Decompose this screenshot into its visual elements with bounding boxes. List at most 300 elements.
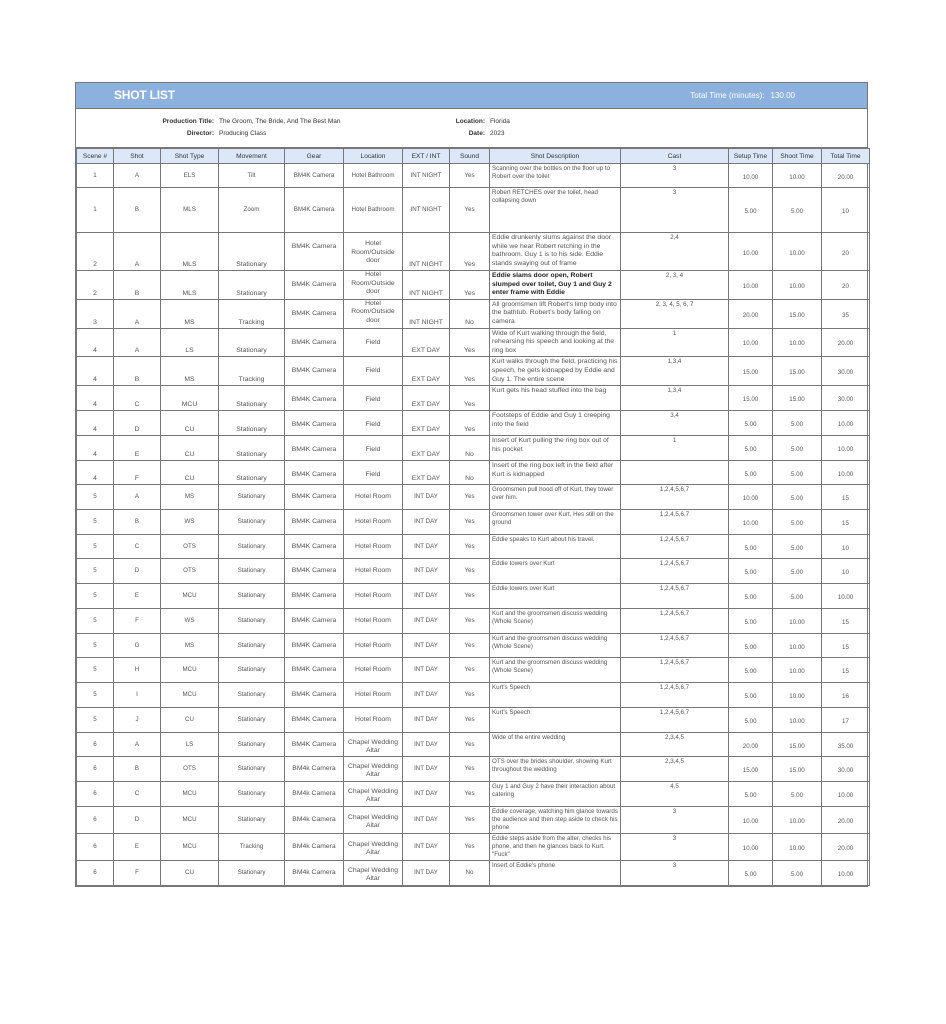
shot-type-cell[interactable]: OTS bbox=[161, 559, 219, 584]
shot-type-cell[interactable]: MCU bbox=[161, 584, 219, 609]
shot-description-cell[interactable]: Kurt's Speech bbox=[490, 707, 621, 732]
total-time-cell[interactable]: 20 bbox=[822, 233, 870, 271]
total-time-cell[interactable]: 20.00 bbox=[822, 164, 870, 188]
shot-type-cell[interactable]: LS bbox=[161, 732, 219, 757]
shot-type-cell[interactable]: MLS bbox=[161, 233, 219, 271]
col-header-ext-int[interactable]: EXT / INT bbox=[403, 149, 450, 164]
movement-cell[interactable]: Stationary bbox=[219, 782, 285, 807]
scene-cell[interactable]: 4 bbox=[77, 436, 114, 461]
ext-int-cell[interactable]: INT DAY bbox=[403, 658, 450, 683]
shot-cell[interactable]: C bbox=[114, 782, 161, 807]
total-time-cell[interactable]: 15 bbox=[822, 658, 870, 683]
total-time-cell[interactable]: 10 bbox=[822, 188, 870, 233]
shot-description-cell[interactable]: Kurt and the groomsmen discuss wedding (Whole Scene) bbox=[490, 658, 621, 683]
shot-type-cell[interactable]: MS bbox=[161, 299, 219, 328]
cast-cell[interactable]: 2, 3, 4, 5, 6, 7 bbox=[621, 299, 729, 328]
movement-cell[interactable]: Stationary bbox=[219, 732, 285, 757]
gear-cell[interactable]: BM4k Camera bbox=[285, 860, 344, 885]
scene-cell[interactable]: 5 bbox=[77, 485, 114, 510]
shot-description-cell[interactable]: Kurt's Speech bbox=[490, 683, 621, 708]
shoot-time-cell[interactable]: 10.00 bbox=[773, 233, 822, 271]
cast-cell[interactable]: 1,2,4,5,6,7 bbox=[621, 584, 729, 609]
gear-cell[interactable]: BM4K Camera bbox=[285, 386, 344, 411]
shot-type-cell[interactable]: MCU bbox=[161, 683, 219, 708]
shot-type-cell[interactable]: CU bbox=[161, 411, 219, 436]
shot-description-cell[interactable]: Groomsmen tower over Kurt, Hes still on the ground bbox=[490, 509, 621, 534]
gear-cell[interactable]: BM4k Camera bbox=[285, 782, 344, 807]
gear-cell[interactable]: BM4K Camera bbox=[285, 357, 344, 386]
shoot-time-cell[interactable]: 10.00 bbox=[773, 707, 822, 732]
total-time-cell[interactable]: 15 bbox=[822, 485, 870, 510]
table-row[interactable] bbox=[77, 299, 870, 328]
setup-time-cell[interactable]: 5.00 bbox=[729, 534, 773, 559]
gear-cell[interactable]: BM4K Camera bbox=[285, 188, 344, 233]
cast-cell[interactable]: 1,3,4 bbox=[621, 357, 729, 386]
sound-cell[interactable]: Yes bbox=[450, 233, 490, 271]
setup-time-cell[interactable]: 10.00 bbox=[729, 833, 773, 860]
total-time-cell[interactable]: 30.00 bbox=[822, 357, 870, 386]
shot-type-cell[interactable]: MS bbox=[161, 485, 219, 510]
cast-cell[interactable]: 2,3,4,5 bbox=[621, 732, 729, 757]
movement-cell[interactable]: Stationary bbox=[219, 559, 285, 584]
shoot-time-cell[interactable]: 5.00 bbox=[773, 509, 822, 534]
gear-cell[interactable]: BM4K Camera bbox=[285, 461, 344, 485]
shot-description-cell[interactable]: OTS over the brides shoulder, showing Kurt throughout the wedding bbox=[490, 757, 621, 782]
movement-cell[interactable]: Stationary bbox=[219, 485, 285, 510]
setup-time-cell[interactable]: 5.00 bbox=[729, 633, 773, 658]
scene-cell[interactable]: 3 bbox=[77, 299, 114, 328]
setup-time-cell[interactable]: 10.00 bbox=[729, 328, 773, 357]
gear-cell[interactable]: BM4K Camera bbox=[285, 509, 344, 534]
table-row[interactable] bbox=[77, 534, 870, 559]
shot-cell[interactable]: A bbox=[114, 233, 161, 271]
sound-cell[interactable]: Yes bbox=[450, 732, 490, 757]
table-row[interactable] bbox=[77, 732, 870, 757]
table-row[interactable] bbox=[77, 357, 870, 386]
total-time-cell[interactable]: 15 bbox=[822, 608, 870, 633]
shoot-time-cell[interactable]: 5.00 bbox=[773, 534, 822, 559]
shot-type-cell[interactable]: MCU bbox=[161, 386, 219, 411]
movement-cell[interactable]: Stationary bbox=[219, 386, 285, 411]
gear-cell[interactable]: BM4K Camera bbox=[285, 732, 344, 757]
setup-time-cell[interactable]: 5.00 bbox=[729, 461, 773, 485]
scene-cell[interactable]: 4 bbox=[77, 357, 114, 386]
shoot-time-cell[interactable]: 5.00 bbox=[773, 461, 822, 485]
shoot-time-cell[interactable]: 5.00 bbox=[773, 559, 822, 584]
cast-cell[interactable]: 2, 3, 4 bbox=[621, 271, 729, 300]
ext-int-cell[interactable]: EXT DAY bbox=[403, 357, 450, 386]
gear-cell[interactable]: BM4K Camera bbox=[285, 658, 344, 683]
shot-description-cell[interactable]: Guy 1 and Guy 2 have their interaction about catering bbox=[490, 782, 621, 807]
ext-int-cell[interactable]: INT DAY bbox=[403, 860, 450, 885]
movement-cell[interactable]: Stationary bbox=[219, 509, 285, 534]
ext-int-cell[interactable]: INT NIGHT bbox=[403, 233, 450, 271]
cast-cell[interactable]: 2,4 bbox=[621, 233, 729, 271]
ext-int-cell[interactable]: INT DAY bbox=[403, 584, 450, 609]
scene-cell[interactable]: 1 bbox=[77, 188, 114, 233]
shoot-time-cell[interactable]: 5.00 bbox=[773, 188, 822, 233]
gear-cell[interactable]: BM4K Camera bbox=[285, 633, 344, 658]
total-time-cell[interactable]: 20.00 bbox=[822, 833, 870, 860]
total-time-cell[interactable]: 10.00 bbox=[822, 436, 870, 461]
setup-time-cell[interactable]: 15.00 bbox=[729, 357, 773, 386]
shot-description-cell[interactable]: Groomsmen pull hood off of Kurt, they tower over him. bbox=[490, 485, 621, 510]
shot-cell[interactable]: D bbox=[114, 559, 161, 584]
cast-cell[interactable]: 1,2,4,5,6,7 bbox=[621, 509, 729, 534]
scene-cell[interactable]: 4 bbox=[77, 386, 114, 411]
cast-cell[interactable]: 1,2,4,5,6,7 bbox=[621, 559, 729, 584]
sound-cell[interactable]: Yes bbox=[450, 328, 490, 357]
scene-cell[interactable]: 5 bbox=[77, 683, 114, 708]
shot-cell[interactable]: A bbox=[114, 328, 161, 357]
shot-cell[interactable]: C bbox=[114, 534, 161, 559]
scene-cell[interactable]: 4 bbox=[77, 461, 114, 485]
total-time-cell[interactable]: 10.00 bbox=[822, 584, 870, 609]
col-header-shot-type[interactable]: Shot Type bbox=[161, 149, 219, 164]
gear-cell[interactable]: BM4K Camera bbox=[285, 608, 344, 633]
setup-time-cell[interactable]: 15.00 bbox=[729, 757, 773, 782]
total-time-cell[interactable]: 10 bbox=[822, 559, 870, 584]
shoot-time-cell[interactable]: 10.00 bbox=[773, 328, 822, 357]
location-cell[interactable]: Hotel Room/Outside door bbox=[344, 271, 403, 300]
table-row[interactable] bbox=[77, 860, 870, 885]
scene-cell[interactable]: 5 bbox=[77, 608, 114, 633]
table-row[interactable] bbox=[77, 485, 870, 510]
cast-cell[interactable]: 3,4 bbox=[621, 411, 729, 436]
cast-cell[interactable]: 3 bbox=[621, 833, 729, 860]
setup-time-cell[interactable]: 5.00 bbox=[729, 860, 773, 885]
shoot-time-cell[interactable]: 10.00 bbox=[773, 833, 822, 860]
scene-cell[interactable]: 1 bbox=[77, 164, 114, 188]
ext-int-cell[interactable]: INT NIGHT bbox=[403, 164, 450, 188]
sound-cell[interactable]: Yes bbox=[450, 757, 490, 782]
cast-cell[interactable]: 1,2,4,5,6,7 bbox=[621, 658, 729, 683]
shoot-time-cell[interactable]: 5.00 bbox=[773, 436, 822, 461]
shot-description-cell[interactable]: Insert of Kurt pulling the ring box out of his pocket bbox=[490, 436, 621, 461]
location-cell[interactable]: Chapel Wedding Altar bbox=[344, 757, 403, 782]
gear-cell[interactable]: BM4K Camera bbox=[285, 584, 344, 609]
cast-cell[interactable]: 1 bbox=[621, 436, 729, 461]
scene-cell[interactable]: 2 bbox=[77, 233, 114, 271]
table-row[interactable] bbox=[77, 386, 870, 411]
movement-cell[interactable]: Tracking bbox=[219, 299, 285, 328]
shoot-time-cell[interactable]: 15.00 bbox=[773, 757, 822, 782]
setup-time-cell[interactable]: 5.00 bbox=[729, 658, 773, 683]
movement-cell[interactable]: Stationary bbox=[219, 683, 285, 708]
shot-type-cell[interactable]: MS bbox=[161, 357, 219, 386]
shot-type-cell[interactable]: MLS bbox=[161, 271, 219, 300]
shot-description-cell[interactable]: Insert of Eddie's phone bbox=[490, 860, 621, 885]
total-time-cell[interactable]: 20.00 bbox=[822, 328, 870, 357]
movement-cell[interactable]: Stationary bbox=[219, 658, 285, 683]
gear-cell[interactable]: BM4K Camera bbox=[285, 164, 344, 188]
shoot-time-cell[interactable]: 15.00 bbox=[773, 386, 822, 411]
cast-cell[interactable]: 1,2,4,5,6,7 bbox=[621, 683, 729, 708]
total-time-cell[interactable]: 15 bbox=[822, 509, 870, 534]
col-header-sound[interactable]: Sound bbox=[450, 149, 490, 164]
sound-cell[interactable]: No bbox=[450, 461, 490, 485]
setup-time-cell[interactable]: 5.00 bbox=[729, 782, 773, 807]
gear-cell[interactable]: BM4K Camera bbox=[285, 436, 344, 461]
cast-cell[interactable]: 1,2,4,5,6,7 bbox=[621, 707, 729, 732]
cast-cell[interactable]: 3 bbox=[621, 164, 729, 188]
table-row[interactable] bbox=[77, 188, 870, 233]
location-cell[interactable]: Chapel Wedding Altar bbox=[344, 833, 403, 860]
sound-cell[interactable]: No bbox=[450, 436, 490, 461]
setup-time-cell[interactable]: 5.00 bbox=[729, 683, 773, 708]
cast-cell[interactable]: 1,2,4,5,6,7 bbox=[621, 485, 729, 510]
shoot-time-cell[interactable]: 10.00 bbox=[773, 164, 822, 188]
shot-description-cell[interactable]: All groomsmen lift Robert's limp body into the bathtub. Robert's body falling on camera bbox=[490, 299, 621, 328]
gear-cell[interactable]: BM4K Camera bbox=[285, 683, 344, 708]
sound-cell[interactable]: Yes bbox=[450, 658, 490, 683]
location-cell[interactable]: Hotel Room bbox=[344, 608, 403, 633]
ext-int-cell[interactable]: EXT DAY bbox=[403, 328, 450, 357]
total-time-cell[interactable]: 30.00 bbox=[822, 757, 870, 782]
shoot-time-cell[interactable]: 15.00 bbox=[773, 299, 822, 328]
scene-cell[interactable]: 5 bbox=[77, 534, 114, 559]
ext-int-cell[interactable]: EXT DAY bbox=[403, 461, 450, 485]
scene-cell[interactable]: 2 bbox=[77, 271, 114, 300]
shot-type-cell[interactable]: WS bbox=[161, 509, 219, 534]
sound-cell[interactable]: Yes bbox=[450, 386, 490, 411]
col-header-setup-time[interactable]: Setup Time bbox=[729, 149, 773, 164]
col-header-movement[interactable]: Movement bbox=[219, 149, 285, 164]
sound-cell[interactable]: Yes bbox=[450, 633, 490, 658]
shot-description-cell[interactable]: Eddie steps aside from the alter, checks his phone, and then he glances back to Kurt. "Fuck" bbox=[490, 833, 621, 860]
ext-int-cell[interactable]: INT DAY bbox=[403, 534, 450, 559]
setup-time-cell[interactable]: 5.00 bbox=[729, 584, 773, 609]
total-time-cell[interactable]: 10.00 bbox=[822, 782, 870, 807]
shot-description-cell[interactable]: Eddie towers over Kurt bbox=[490, 584, 621, 609]
shot-type-cell[interactable]: CU bbox=[161, 707, 219, 732]
total-time-cell[interactable]: 20.00 bbox=[822, 806, 870, 833]
movement-cell[interactable]: Stationary bbox=[219, 806, 285, 833]
shot-cell[interactable]: E bbox=[114, 584, 161, 609]
setup-time-cell[interactable]: 10.00 bbox=[729, 806, 773, 833]
cast-cell[interactable]: 1,3,4 bbox=[621, 386, 729, 411]
shot-cell[interactable]: A bbox=[114, 485, 161, 510]
movement-cell[interactable]: Stationary bbox=[219, 707, 285, 732]
table-row[interactable] bbox=[77, 782, 870, 807]
location-cell[interactable]: Chapel Wedding Altar bbox=[344, 806, 403, 833]
ext-int-cell[interactable]: INT DAY bbox=[403, 782, 450, 807]
setup-time-cell[interactable]: 10.00 bbox=[729, 271, 773, 300]
shot-cell[interactable]: A bbox=[114, 299, 161, 328]
movement-cell[interactable]: Stationary bbox=[219, 633, 285, 658]
scene-cell[interactable]: 6 bbox=[77, 806, 114, 833]
shoot-time-cell[interactable]: 15.00 bbox=[773, 357, 822, 386]
shot-type-cell[interactable]: OTS bbox=[161, 534, 219, 559]
sound-cell[interactable]: Yes bbox=[450, 485, 490, 510]
shot-type-cell[interactable]: MS bbox=[161, 633, 219, 658]
shot-type-cell[interactable]: WS bbox=[161, 608, 219, 633]
gear-cell[interactable]: BM4K Camera bbox=[285, 411, 344, 436]
location-cell[interactable]: Chapel Wedding Altar bbox=[344, 860, 403, 885]
total-time-cell[interactable]: 35 bbox=[822, 299, 870, 328]
shoot-time-cell[interactable]: 15.00 bbox=[773, 732, 822, 757]
movement-cell[interactable]: Stationary bbox=[219, 757, 285, 782]
shot-cell[interactable]: J bbox=[114, 707, 161, 732]
location-cell[interactable]: Hotel Room/Outside door bbox=[344, 233, 403, 271]
scene-cell[interactable]: 5 bbox=[77, 584, 114, 609]
setup-time-cell[interactable]: 20.00 bbox=[729, 299, 773, 328]
location-cell[interactable]: Hotel Room bbox=[344, 559, 403, 584]
ext-int-cell[interactable]: INT DAY bbox=[403, 559, 450, 584]
col-header-total-time[interactable]: Total Time bbox=[822, 149, 870, 164]
table-row[interactable] bbox=[77, 509, 870, 534]
table-row[interactable] bbox=[77, 757, 870, 782]
movement-cell[interactable]: Stationary bbox=[219, 860, 285, 885]
gear-cell[interactable]: BM4K Camera bbox=[285, 707, 344, 732]
total-time-cell[interactable]: 10 bbox=[822, 534, 870, 559]
sound-cell[interactable]: Yes bbox=[450, 559, 490, 584]
shot-description-cell[interactable]: Eddie speaks to Kurt about his travel. bbox=[490, 534, 621, 559]
table-row[interactable] bbox=[77, 271, 870, 300]
scene-cell[interactable]: 5 bbox=[77, 633, 114, 658]
location-cell[interactable]: Hotel Room bbox=[344, 683, 403, 708]
setup-time-cell[interactable]: 10.00 bbox=[729, 164, 773, 188]
shot-description-cell[interactable]: Robert RETCHES over the toilet, head collapsing down bbox=[490, 188, 621, 233]
sound-cell[interactable]: Yes bbox=[450, 833, 490, 860]
table-row[interactable] bbox=[77, 683, 870, 708]
shot-type-cell[interactable]: MCU bbox=[161, 658, 219, 683]
gear-cell[interactable]: BM4K Camera bbox=[285, 534, 344, 559]
shot-description-cell[interactable]: Wide of the entire wedding bbox=[490, 732, 621, 757]
sound-cell[interactable]: Yes bbox=[450, 707, 490, 732]
cast-cell[interactable] bbox=[621, 461, 729, 485]
movement-cell[interactable]: Stationary bbox=[219, 411, 285, 436]
movement-cell[interactable]: Tilt bbox=[219, 164, 285, 188]
sound-cell[interactable]: Yes bbox=[450, 782, 490, 807]
ext-int-cell[interactable]: INT DAY bbox=[403, 757, 450, 782]
sound-cell[interactable]: Yes bbox=[450, 683, 490, 708]
gear-cell[interactable]: BM4k Camera bbox=[285, 806, 344, 833]
gear-cell[interactable]: BM4k Camera bbox=[285, 833, 344, 860]
location-cell[interactable]: Field bbox=[344, 411, 403, 436]
ext-int-cell[interactable]: INT NIGHT bbox=[403, 271, 450, 300]
shot-description-cell[interactable]: Kurt gets his head stuffed into the bag bbox=[490, 386, 621, 411]
setup-time-cell[interactable]: 5.00 bbox=[729, 411, 773, 436]
gear-cell[interactable]: BM4K Camera bbox=[285, 328, 344, 357]
sound-cell[interactable]: Yes bbox=[450, 584, 490, 609]
setup-time-cell[interactable]: 5.00 bbox=[729, 559, 773, 584]
shot-cell[interactable]: E bbox=[114, 436, 161, 461]
total-time-cell[interactable]: 35.00 bbox=[822, 732, 870, 757]
table-row[interactable] bbox=[77, 707, 870, 732]
shot-cell[interactable]: F bbox=[114, 608, 161, 633]
shoot-time-cell[interactable]: 5.00 bbox=[773, 860, 822, 885]
sound-cell[interactable]: No bbox=[450, 299, 490, 328]
shot-cell[interactable]: I bbox=[114, 683, 161, 708]
table-row[interactable] bbox=[77, 584, 870, 609]
location-cell[interactable]: Hotel Bathroom bbox=[344, 188, 403, 233]
gear-cell[interactable]: BM4K Camera bbox=[285, 559, 344, 584]
shot-description-cell[interactable]: Insert of the ring box left in the field after Kurt is kidnapped bbox=[490, 461, 621, 485]
setup-time-cell[interactable]: 15.00 bbox=[729, 386, 773, 411]
sound-cell[interactable]: Yes bbox=[450, 357, 490, 386]
shot-cell[interactable]: B bbox=[114, 271, 161, 300]
cast-cell[interactable]: 1,2,4,5,6,7 bbox=[621, 534, 729, 559]
setup-time-cell[interactable]: 20.00 bbox=[729, 732, 773, 757]
shot-type-cell[interactable]: ELS bbox=[161, 164, 219, 188]
shot-cell[interactable]: F bbox=[114, 860, 161, 885]
setup-time-cell[interactable]: 10.00 bbox=[729, 233, 773, 271]
shot-description-cell[interactable]: Kurt walks through the field, practicing his speech, he gets kidnapped by Eddie and Guy 1. The entire scene bbox=[490, 357, 621, 386]
location-cell[interactable]: Field bbox=[344, 436, 403, 461]
scene-cell[interactable]: 4 bbox=[77, 411, 114, 436]
total-time-cell[interactable]: 16 bbox=[822, 683, 870, 708]
shoot-time-cell[interactable]: 5.00 bbox=[773, 782, 822, 807]
movement-cell[interactable]: Tracking bbox=[219, 833, 285, 860]
setup-time-cell[interactable]: 5.00 bbox=[729, 608, 773, 633]
table-row[interactable] bbox=[77, 411, 870, 436]
scene-cell[interactable]: 5 bbox=[77, 559, 114, 584]
scene-cell[interactable]: 6 bbox=[77, 860, 114, 885]
total-time-cell[interactable]: 10.00 bbox=[822, 411, 870, 436]
shot-type-cell[interactable]: MCU bbox=[161, 833, 219, 860]
ext-int-cell[interactable]: INT DAY bbox=[403, 683, 450, 708]
movement-cell[interactable]: Stationary bbox=[219, 534, 285, 559]
ext-int-cell[interactable]: EXT DAY bbox=[403, 411, 450, 436]
ext-int-cell[interactable]: INT DAY bbox=[403, 633, 450, 658]
scene-cell[interactable]: 5 bbox=[77, 509, 114, 534]
shot-cell[interactable]: G bbox=[114, 633, 161, 658]
table-row[interactable] bbox=[77, 164, 870, 188]
col-header-shot[interactable]: Shot bbox=[114, 149, 161, 164]
sound-cell[interactable]: Yes bbox=[450, 509, 490, 534]
location-cell[interactable]: Hotel Room bbox=[344, 584, 403, 609]
shot-description-cell[interactable]: Eddie drunkenly slums against the door while we hear Robert retching in the bathroom. Guy 1 is to his side. Eddie stands swaying out of frame bbox=[490, 233, 621, 271]
shot-cell[interactable]: A bbox=[114, 732, 161, 757]
gear-cell[interactable]: BM4K Camera bbox=[285, 271, 344, 300]
movement-cell[interactable]: Stationary bbox=[219, 233, 285, 271]
shoot-time-cell[interactable]: 5.00 bbox=[773, 485, 822, 510]
total-time-cell[interactable]: 10.00 bbox=[822, 461, 870, 485]
col-header-cast[interactable]: Cast bbox=[621, 149, 729, 164]
shot-cell[interactable]: B bbox=[114, 757, 161, 782]
shot-cell[interactable]: B bbox=[114, 357, 161, 386]
shot-cell[interactable]: F bbox=[114, 461, 161, 485]
shot-cell[interactable]: D bbox=[114, 806, 161, 833]
shot-type-cell[interactable]: MCU bbox=[161, 806, 219, 833]
col-header-location[interactable]: Location bbox=[344, 149, 403, 164]
movement-cell[interactable]: Tracking bbox=[219, 357, 285, 386]
shot-type-cell[interactable]: OTS bbox=[161, 757, 219, 782]
scene-cell[interactable]: 6 bbox=[77, 732, 114, 757]
setup-time-cell[interactable]: 5.00 bbox=[729, 188, 773, 233]
shoot-time-cell[interactable]: 10.00 bbox=[773, 683, 822, 708]
sound-cell[interactable]: No bbox=[450, 860, 490, 885]
movement-cell[interactable]: Stationary bbox=[219, 461, 285, 485]
shot-type-cell[interactable]: CU bbox=[161, 860, 219, 885]
gear-cell[interactable]: BM4k Camera bbox=[285, 757, 344, 782]
shot-description-cell[interactable]: Footsteps of Eddie and Guy 1 creeping into the field bbox=[490, 411, 621, 436]
movement-cell[interactable]: Stationary bbox=[219, 271, 285, 300]
cast-cell[interactable]: 4,5 bbox=[621, 782, 729, 807]
setup-time-cell[interactable]: 5.00 bbox=[729, 707, 773, 732]
location-cell[interactable]: Hotel Room/Outside door bbox=[344, 299, 403, 328]
scene-cell[interactable]: 5 bbox=[77, 658, 114, 683]
total-time-cell[interactable]: 20 bbox=[822, 271, 870, 300]
table-row[interactable] bbox=[77, 658, 870, 683]
cast-cell[interactable]: 2,3,4,5 bbox=[621, 757, 729, 782]
table-row[interactable] bbox=[77, 233, 870, 271]
sound-cell[interactable]: Yes bbox=[450, 188, 490, 233]
col-header-shoot-time[interactable]: Shoot Time bbox=[773, 149, 822, 164]
total-time-cell[interactable]: 10.00 bbox=[822, 860, 870, 885]
shoot-time-cell[interactable]: 10.00 bbox=[773, 633, 822, 658]
